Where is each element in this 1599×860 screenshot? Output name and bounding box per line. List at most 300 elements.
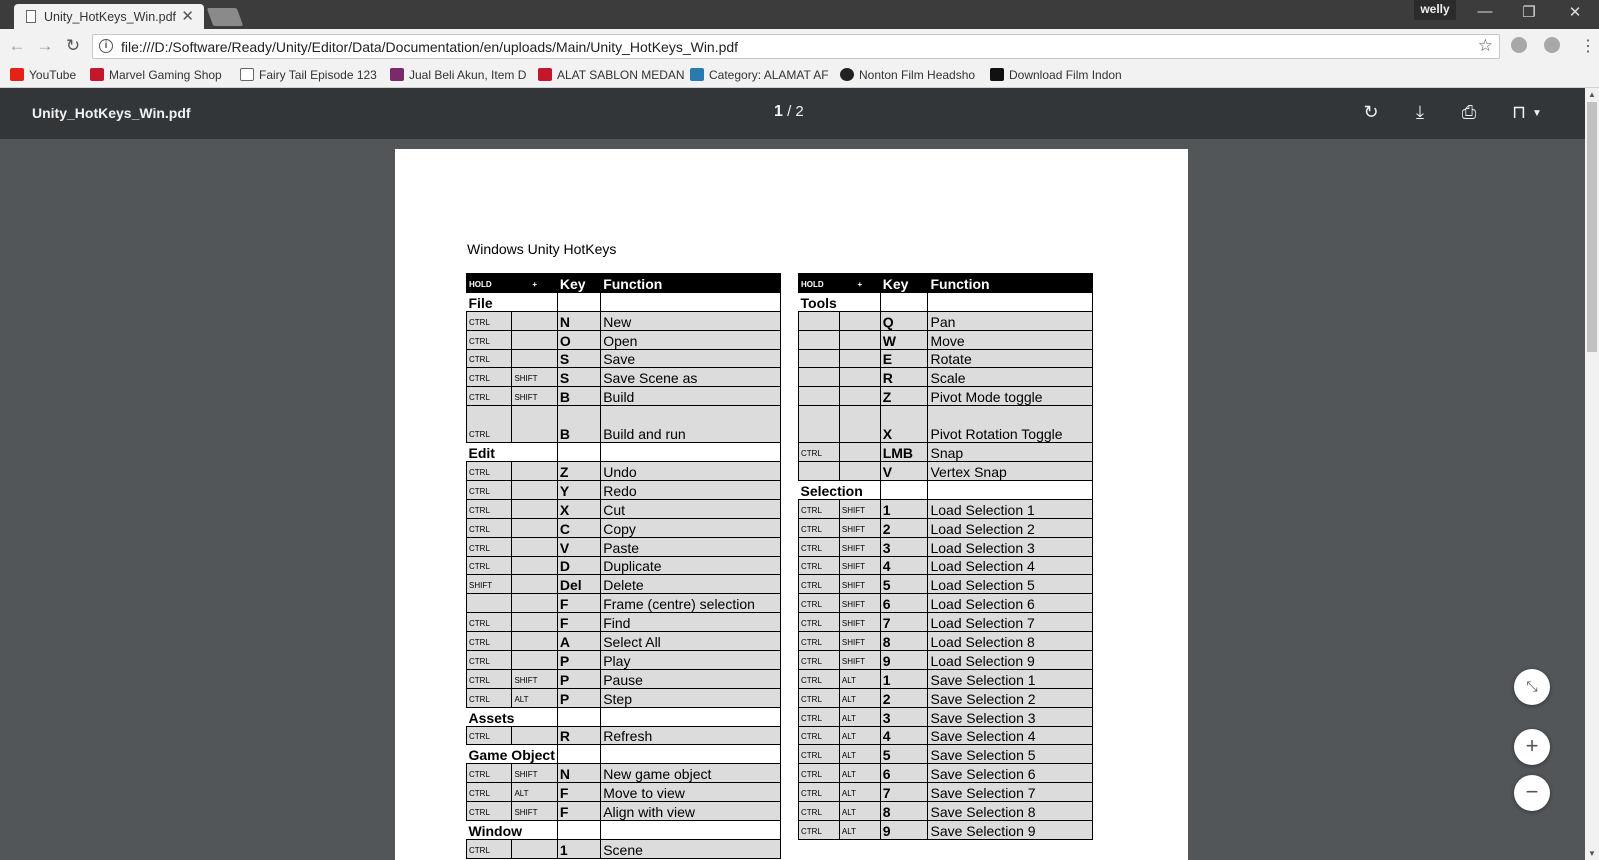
key-cell: X (880, 406, 928, 443)
section-key-cell (557, 292, 600, 311)
modifier-1: CTRL (467, 839, 512, 858)
modifier-2 (839, 406, 880, 443)
table-row (467, 537, 781, 556)
download-icon[interactable]: ⤓ (1416, 102, 1424, 122)
modifier-2: ALT (839, 764, 880, 783)
modifier-2 (512, 575, 557, 594)
modifier-2: SHIFT (839, 556, 880, 575)
table-row (799, 764, 1093, 783)
fit-page-button[interactable]: ⤡ (1514, 669, 1550, 705)
print-icon[interactable]: ⎙ (1461, 102, 1477, 122)
table-header (799, 274, 1093, 293)
section-key-cell (880, 481, 928, 500)
function-cell: Save Selection 3 (928, 707, 1093, 726)
zoom-out-button[interactable]: − (1514, 775, 1550, 811)
info-icon[interactable]: i (99, 39, 113, 53)
profile-name[interactable]: welly (1414, 0, 1456, 20)
table-row (799, 707, 1093, 726)
section-key-cell (880, 292, 928, 311)
section-title: Tools (799, 292, 881, 311)
function-cell: New (601, 311, 781, 330)
section-title: Game Object (467, 745, 558, 764)
modifier-1: CTRL (467, 783, 512, 802)
function-cell: Pivot Mode toggle (928, 387, 1093, 406)
function-cell: Select All (601, 632, 781, 651)
table-row (467, 387, 781, 406)
pdf-viewport[interactable] (0, 139, 1585, 860)
section-title: File (467, 292, 558, 311)
modifier-1: CTRL (799, 594, 840, 613)
modifier-1: CTRL (467, 368, 512, 387)
key-cell: F (557, 783, 600, 802)
rotate-icon[interactable]: ↻ (1363, 102, 1379, 122)
key-cell: 8 (880, 632, 928, 651)
key-cell: F (557, 802, 600, 821)
modifier-2: SHIFT (839, 537, 880, 556)
modifier-2: ALT (512, 783, 557, 802)
function-cell: Load Selection 8 (928, 632, 1093, 651)
bookmarks-bar (0, 64, 1599, 88)
close-window-icon[interactable]: ✕ (1568, 4, 1582, 21)
modifier-2 (839, 387, 880, 406)
table-row (467, 575, 781, 594)
function-cell: Load Selection 3 (928, 537, 1093, 556)
key-cell: Y (557, 481, 600, 500)
modifier-1: CTRL (467, 669, 512, 688)
function-cell: Save (601, 349, 781, 368)
menu-icon[interactable]: ⋮ (1580, 38, 1596, 55)
table-row (467, 481, 781, 500)
modifier-1: CTRL (467, 764, 512, 783)
function-cell: Load Selection 5 (928, 575, 1093, 594)
key-cell: V (880, 462, 928, 481)
key-cell: 6 (880, 764, 928, 783)
modifier-2 (512, 330, 557, 349)
table-row (467, 330, 781, 349)
key-cell: 1 (557, 839, 600, 858)
bookmark-marvel[interactable]: Marvel Gaming Shop (90, 68, 222, 82)
table-row (467, 368, 781, 387)
table-row (467, 632, 781, 651)
modifier-2 (839, 462, 880, 481)
modifier-2 (512, 726, 557, 745)
modifier-1: CTRL (467, 349, 512, 368)
circle-logo-icon (840, 68, 854, 81)
scrollbar-thumb[interactable] (1587, 102, 1597, 352)
modifier-2 (839, 330, 880, 349)
section-function-cell (601, 443, 781, 462)
section-function-cell (601, 707, 781, 726)
modifier-2 (839, 311, 880, 330)
table-row (467, 349, 781, 368)
function-cell: Pan (928, 311, 1093, 330)
function-cell: Build (601, 387, 781, 406)
function-cell: Play (601, 651, 781, 670)
modifier-1: CTRL (467, 518, 512, 537)
modifier-1: CTRL (467, 481, 512, 500)
modifier-2: ALT (839, 726, 880, 745)
modifier-1: CTRL (799, 821, 840, 840)
modifier-1 (467, 594, 512, 613)
bookmark-youtube[interactable]: YouTube (10, 68, 76, 82)
function-cell: Save Selection 7 (928, 783, 1093, 802)
modifier-1: CTRL (467, 802, 512, 821)
section-row (467, 443, 781, 462)
modifier-2 (512, 481, 557, 500)
modifier-2: SHIFT (839, 632, 880, 651)
modifier-2: ALT (839, 783, 880, 802)
modifier-1: CTRL (467, 499, 512, 518)
modifier-2 (512, 406, 557, 443)
modifier-1 (799, 311, 840, 330)
modifier-1: CTRL (467, 556, 512, 575)
bookmark-alat-sablon[interactable]: ALAT SABLON MEDAN (538, 68, 685, 82)
modifier-1: CTRL (467, 613, 512, 632)
header-plus: + (839, 274, 880, 293)
table-row (467, 688, 781, 707)
table-row (467, 839, 781, 858)
globe-icon[interactable] (1544, 37, 1560, 53)
reload-icon[interactable]: ↻ (65, 36, 81, 55)
key-cell: 5 (880, 745, 928, 764)
modifier-1: CTRL (799, 802, 840, 821)
scroll-down-icon[interactable]: ▼ (1588, 849, 1596, 858)
table-row (799, 802, 1093, 821)
table-row (799, 368, 1093, 387)
modifier-1: CTRL (799, 764, 840, 783)
function-cell: Save Selection 6 (928, 764, 1093, 783)
key-cell: P (557, 651, 600, 670)
w-icon (690, 68, 704, 81)
modifier-2 (512, 632, 557, 651)
pdf-page (395, 149, 1188, 860)
zoom-in-button[interactable]: + (1514, 729, 1550, 765)
section-row (467, 821, 781, 840)
function-cell: Frame (centre) selection (601, 594, 781, 613)
pdf-toolbar (0, 88, 1585, 139)
browser-toolbar (0, 29, 1599, 64)
table-row (799, 669, 1093, 688)
header-function: Function (601, 274, 781, 293)
modifier-1: CTRL (799, 499, 840, 518)
restore-icon[interactable]: ❐ (1522, 4, 1536, 21)
function-cell: Pivot Rotation Toggle (928, 406, 1093, 443)
table-row (799, 613, 1093, 632)
modifier-1: CTRL (467, 462, 512, 481)
chevron-down-icon[interactable]: ▼ (1532, 108, 1542, 119)
table-row (799, 311, 1093, 330)
bookmark-download-film[interactable]: Download Film Indon (990, 68, 1122, 82)
modifier-2: ALT (839, 821, 880, 840)
function-cell: Load Selection 6 (928, 594, 1093, 613)
modifier-1: CTRL (799, 651, 840, 670)
back-icon[interactable]: ← (8, 36, 26, 55)
modifier-2: SHIFT (512, 368, 557, 387)
table-row (467, 669, 781, 688)
modifier-2 (512, 839, 557, 858)
section-row (799, 292, 1093, 311)
modifier-2 (512, 311, 557, 330)
table-row (799, 443, 1093, 462)
key-cell: N (557, 764, 600, 783)
key-cell: V (557, 537, 600, 556)
section-key-cell (557, 821, 600, 840)
modifier-2 (839, 349, 880, 368)
modifier-1: CTRL (467, 651, 512, 670)
modifier-1 (799, 349, 840, 368)
modifier-2: ALT (839, 688, 880, 707)
tab-strip (0, 0, 1599, 29)
modifier-1: CTRL (799, 688, 840, 707)
page-total: / 2 (787, 103, 804, 120)
key-cell: R (557, 726, 600, 745)
table-row (799, 783, 1093, 802)
address-bar[interactable] (92, 34, 1500, 59)
function-cell: Step (601, 688, 781, 707)
modifier-1: CTRL (799, 518, 840, 537)
pdf-title: Unity_HotKeys_Win.pdf (32, 105, 191, 121)
key-cell: Q (880, 311, 928, 330)
modifier-1 (799, 368, 840, 387)
modifier-1: CTRL (799, 632, 840, 651)
table-row (799, 349, 1093, 368)
function-cell: Undo (601, 462, 781, 481)
function-cell: Cut (601, 499, 781, 518)
key-cell: Z (880, 387, 928, 406)
section-function-cell (928, 481, 1093, 500)
function-cell: Find (601, 613, 781, 632)
section-row (467, 707, 781, 726)
key-cell: N (557, 311, 600, 330)
header-key: Key (880, 274, 928, 293)
key-cell: Del (557, 575, 600, 594)
table-row (467, 783, 781, 802)
modifier-1 (799, 406, 840, 443)
key-cell: R (880, 368, 928, 387)
table-row (467, 556, 781, 575)
scroll-up-icon[interactable]: ▲ (1588, 90, 1596, 99)
modifier-2: ALT (839, 802, 880, 821)
modifier-2: ALT (512, 688, 557, 707)
modifier-2: SHIFT (512, 802, 557, 821)
section-row (467, 292, 781, 311)
bookmark-star-icon[interactable]: ☆ (1477, 36, 1493, 55)
key-cell: 4 (880, 556, 928, 575)
function-cell: Save Selection 9 (928, 821, 1093, 840)
tab-title: Unity_HotKeys_Win.pdf (44, 10, 177, 24)
key-cell: P (557, 688, 600, 707)
modifier-1: CTRL (799, 556, 840, 575)
modifier-1: CTRL (467, 537, 512, 556)
modifier-1: CTRL (467, 387, 512, 406)
hotkeys-table-left (466, 273, 781, 859)
modifier-2: SHIFT (839, 594, 880, 613)
key-cell: F (557, 613, 600, 632)
key-cell: S (557, 368, 600, 387)
modifier-2: SHIFT (839, 518, 880, 537)
modifier-2: SHIFT (839, 613, 880, 632)
table-row (467, 726, 781, 745)
d-icon (990, 68, 1004, 81)
table-header (467, 274, 781, 293)
key-cell: E (880, 349, 928, 368)
table-row (799, 518, 1093, 537)
table-row (799, 330, 1093, 349)
bookmark-nonton[interactable]: Nonton Film Headsho (840, 68, 975, 82)
function-cell: Load Selection 1 (928, 499, 1093, 518)
modifier-1: CTRL (467, 726, 512, 745)
modifier-1: SHIFT (467, 575, 512, 594)
function-cell: New game object (601, 764, 781, 783)
key-cell: 7 (880, 783, 928, 802)
function-cell: Vertex Snap (928, 462, 1093, 481)
modifier-1: CTRL (799, 745, 840, 764)
modifier-2 (512, 462, 557, 481)
modifier-2: SHIFT (839, 575, 880, 594)
scrollbar[interactable] (1585, 88, 1599, 860)
function-cell: Load Selection 2 (928, 518, 1093, 537)
function-cell: Load Selection 4 (928, 556, 1093, 575)
key-cell: 1 (880, 669, 928, 688)
section-title: Assets (467, 707, 558, 726)
modifier-2 (839, 368, 880, 387)
modifier-2 (512, 537, 557, 556)
page-current[interactable]: 1 (774, 103, 783, 120)
key-cell: W (880, 330, 928, 349)
function-cell: Load Selection 9 (928, 651, 1093, 670)
new-tab-button[interactable] (207, 8, 244, 26)
forward-icon[interactable]: → (36, 36, 54, 55)
hotkeys-table-right (798, 273, 1093, 840)
section-key-cell (557, 707, 600, 726)
table-row (467, 311, 781, 330)
function-cell: Redo (601, 481, 781, 500)
key-cell: 2 (880, 518, 928, 537)
modifier-1: CTRL (799, 707, 840, 726)
key-cell: B (557, 387, 600, 406)
key-cell: D (557, 556, 600, 575)
section-function-cell (601, 292, 781, 311)
table-row (799, 499, 1093, 518)
section-row (799, 481, 1093, 500)
document-heading: Windows Unity HotKeys (467, 241, 617, 257)
bookmark-category[interactable]: Category: ALAMAT AF (690, 68, 829, 82)
table-row (799, 594, 1093, 613)
minimize-icon[interactable]: — (1477, 3, 1493, 20)
header-function: Function (928, 274, 1093, 293)
modifier-2: SHIFT (512, 387, 557, 406)
youtube-icon (10, 68, 24, 81)
section-row (467, 745, 781, 764)
modifier-1 (799, 462, 840, 481)
page-indicator (774, 103, 804, 121)
modifier-2: ALT (839, 669, 880, 688)
table-row (799, 688, 1093, 707)
bookmark-fairy-tail[interactable]: Fairy Tail Episode 123 (240, 68, 377, 82)
modifier-1: CTRL (799, 575, 840, 594)
bookmark-icon[interactable]: ⊓ (1511, 102, 1527, 122)
key-cell: 8 (880, 802, 928, 821)
key-cell: 9 (880, 821, 928, 840)
modifier-1: CTRL (467, 688, 512, 707)
bl-icon (538, 68, 552, 81)
function-cell: Duplicate (601, 556, 781, 575)
function-cell: Save Selection 1 (928, 669, 1093, 688)
extension-icon[interactable] (1511, 37, 1527, 53)
table-row (799, 537, 1093, 556)
browser-tab[interactable] (14, 4, 204, 29)
modifier-2: SHIFT (839, 651, 880, 670)
section-title: Edit (467, 443, 558, 462)
table-row (799, 556, 1093, 575)
function-cell: Save Selection 2 (928, 688, 1093, 707)
table-row (799, 821, 1093, 840)
function-cell: Rotate (928, 349, 1093, 368)
header-hold: HOLD (799, 274, 840, 293)
bl-icon (90, 68, 104, 81)
modifier-2 (512, 499, 557, 518)
function-cell: Refresh (601, 726, 781, 745)
table-row (467, 406, 781, 443)
function-cell: Save Scene as (601, 368, 781, 387)
key-cell: O (557, 330, 600, 349)
table-row (799, 726, 1093, 745)
section-title: Window (467, 821, 558, 840)
key-cell: A (557, 632, 600, 651)
modifier-2: SHIFT (512, 764, 557, 783)
table-row (799, 462, 1093, 481)
modifier-2: SHIFT (512, 669, 557, 688)
function-cell: Save Selection 8 (928, 802, 1093, 821)
section-title: Selection (799, 481, 881, 500)
table-row (799, 406, 1093, 443)
key-cell: B (557, 406, 600, 443)
modifier-2: ALT (839, 745, 880, 764)
table-row (467, 518, 781, 537)
function-cell: Load Selection 7 (928, 613, 1093, 632)
modifier-2 (512, 613, 557, 632)
table-row (799, 651, 1093, 670)
modifier-2: ALT (839, 707, 880, 726)
table-row (467, 764, 781, 783)
modifier-1: CTRL (799, 537, 840, 556)
page-icon (240, 68, 254, 81)
modifier-2 (512, 594, 557, 613)
modifier-1: CTRL (467, 406, 512, 443)
close-tab-icon[interactable]: ✕ (181, 8, 194, 25)
modifier-1 (799, 387, 840, 406)
bookmark-jual-beli[interactable]: Jual Beli Akun, Item D (390, 68, 526, 82)
function-cell: Copy (601, 518, 781, 537)
key-cell: 3 (880, 707, 928, 726)
modifier-1: CTRL (799, 783, 840, 802)
m-icon (390, 68, 404, 81)
function-cell: Align with view (601, 802, 781, 821)
key-cell: 3 (880, 537, 928, 556)
key-cell: 7 (880, 613, 928, 632)
modifier-1: CTRL (799, 726, 840, 745)
function-cell: Paste (601, 537, 781, 556)
key-cell: X (557, 499, 600, 518)
section-function-cell (601, 745, 781, 764)
modifier-1: CTRL (799, 669, 840, 688)
key-cell: 2 (880, 688, 928, 707)
function-cell: Move to view (601, 783, 781, 802)
table-row (799, 575, 1093, 594)
key-cell: 6 (880, 594, 928, 613)
section-function-cell (601, 821, 781, 840)
key-cell: 5 (880, 575, 928, 594)
